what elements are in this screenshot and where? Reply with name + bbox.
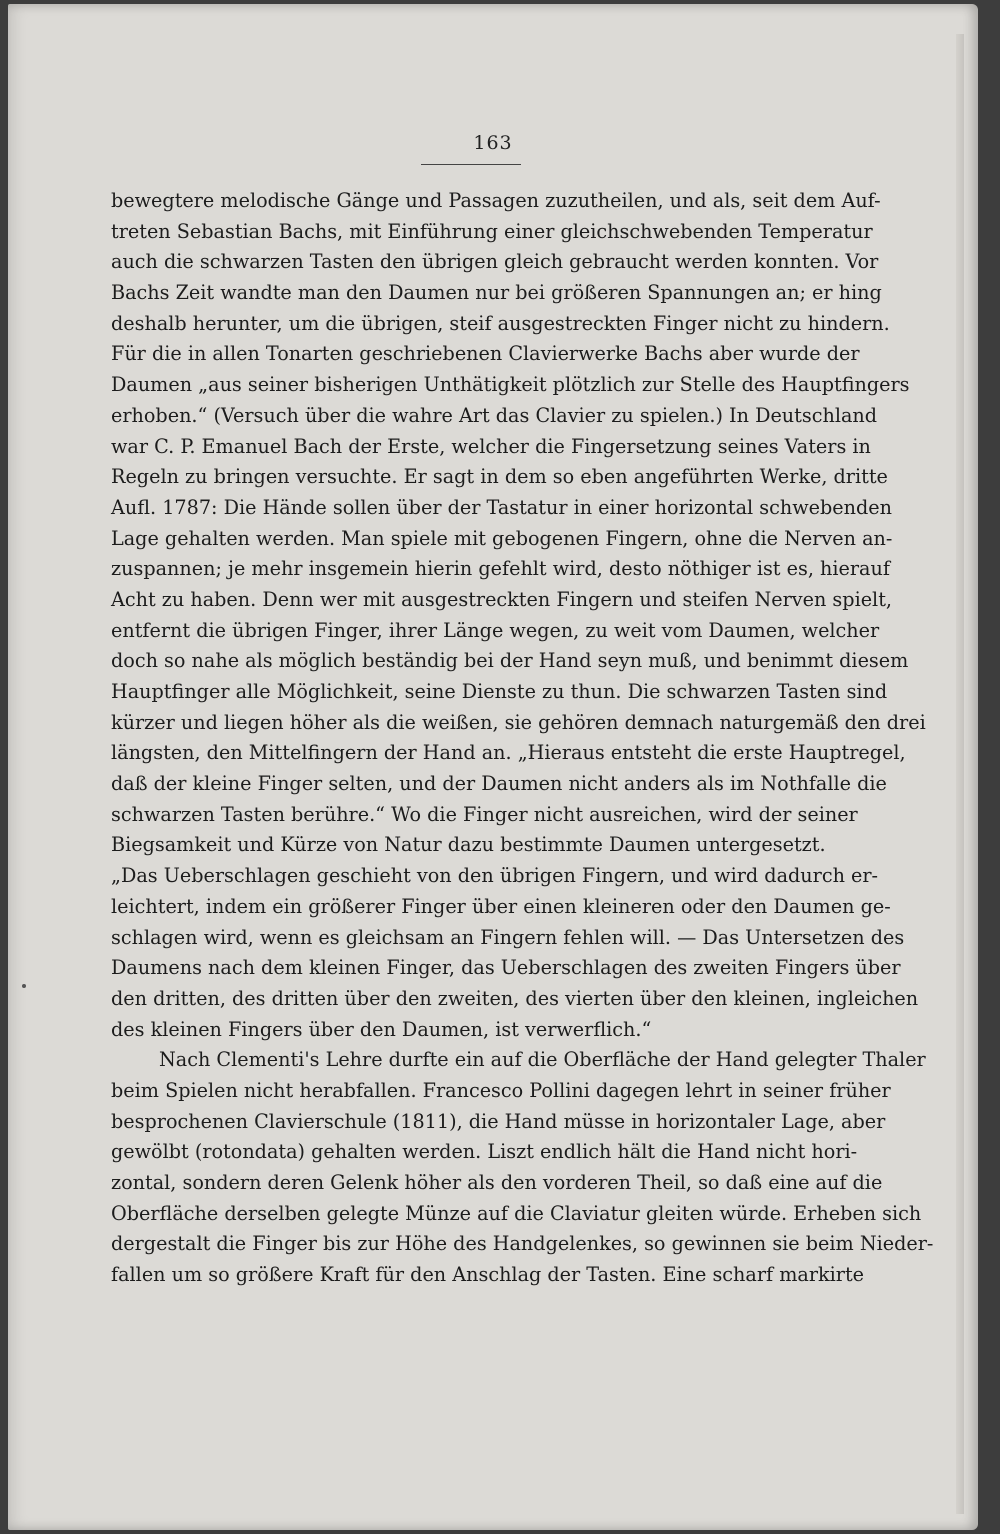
text-line: war C. P. Emanuel Bach der Erste, welcher die Fingersetzung seines Vaters in <box>111 434 871 458</box>
text-line: längsten, den Mittelfingern der Hand an. „Hieraus entsteht die erste Hauptregel, <box>111 741 906 765</box>
page-number-rule <box>421 164 521 165</box>
text-line: bewegtere melodische Gänge und Passagen zuzutheilen, und als, seit dem Auf- <box>111 189 881 212</box>
text-line: des kleinen Fingers über den Daumen, ist verwerflich.“ <box>111 1017 652 1041</box>
text-line: fallen um so größere Kraft für den Anschlag der Tasten. Eine scharf markirte <box>111 1263 865 1287</box>
page-number: 163 <box>473 132 513 154</box>
text-line: Regeln zu bringen versuchte. Er sagt in dem so eben angeführten Werke, dritte <box>111 465 888 489</box>
paragraph-start-line: Nach Clementi's Lehre durfte ein auf die Oberfläche der Hand gelegter Thaler <box>159 1048 926 1072</box>
text-line: Hauptfinger alle Möglichkeit, seine Dienste zu thun. Die schwarzen Tasten sind <box>111 680 888 703</box>
text-line: dergestalt die Finger bis zur Höhe des Handgelenkes, so gewinnen sie beim Nieder- <box>111 1232 934 1256</box>
text-line: Für die in allen Tonarten geschriebenen Clavierwerke Bachs aber wurde der <box>111 342 860 366</box>
text-line: auch die schwarzen Tasten den übrigen gleich gebraucht werden konnten. Vor <box>111 250 879 274</box>
text-line: treten Sebastian Bachs, mit Einführung einer gleichschwebenden Temperatur <box>111 219 873 243</box>
margin-mark <box>22 984 26 988</box>
text-line: schwarzen Tasten berühre.“ Wo die Finger nicht ausreichen, wird der seiner <box>111 802 858 826</box>
body-text <box>111 186 934 1291</box>
text-line: schlagen wird, wenn es gleichsam an Fingern fehlen will. — Das Untersetzen des <box>111 925 905 949</box>
text-line: gewölbt (rotondata) gehalten werden. Liszt endlich hält die Hand nicht hori- <box>111 1140 858 1164</box>
text-line: daß der kleine Finger selten, und der Daumen nicht anders als im Nothfalle die <box>111 772 887 796</box>
text-line: Biegsamkeit und Kürze von Natur dazu bestimmte Daumen untergesetzt. <box>111 833 826 857</box>
text-line: „Das Ueberschlagen geschieht von den übrigen Fingern, und wird dadurch er- <box>111 864 879 888</box>
text-line: Lage gehalten werden. Man spiele mit gebogenen Fingern, ohne die Nerven an- <box>111 526 893 550</box>
text-line: beim Spielen nicht herabfallen. Francesco Pollini dagegen lehrt in seiner früher <box>111 1078 891 1102</box>
text-line: Oberfläche derselben gelegte Münze auf die Claviatur gleiten würde. Erheben sich <box>111 1201 922 1225</box>
text-line: deshalb herunter, um die übrigen, steif ausgestreckten Finger nicht zu hindern. <box>111 311 890 335</box>
text-line: Daumens nach dem kleinen Finger, das Ueberschlagen des zweiten Fingers über <box>111 956 901 980</box>
text-line: Acht zu haben. Denn wer mit ausgestreckten Fingern und steifen Nerven spielt, <box>111 587 893 611</box>
text-line: Aufl. 1787: Die Hände sollen über der Tastatur in einer horizontal schwebenden <box>111 495 892 519</box>
page-edge-shadow <box>956 34 964 1514</box>
text-line: erhoben.“ (Versuch über die wahre Art das Clavier zu spielen.) In Deutschland <box>111 403 878 427</box>
text-line: den dritten, des dritten über den zweiten, des vierten über den kleinen, ingleichen <box>111 986 919 1010</box>
text-line: Daumen „aus seiner bisherigen Unthätigkeit plötzlich zur Stelle des Hauptfingers <box>111 373 910 397</box>
text-line: Bachs Zeit wandte man den Daumen nur bei größeren Spannungen an; er hing <box>111 281 882 305</box>
text-line: leichtert, indem ein größerer Finger über einen kleineren oder den Daumen ge- <box>111 894 891 918</box>
book-page <box>8 4 978 1530</box>
text-line: besprochenen Clavierschule (1811), die Hand müsse in horizontaler Lage, aber <box>111 1109 886 1133</box>
text-line: zuspannen; je mehr insgemein hierin gefehlt wird, desto nöthiger ist es, hierauf <box>111 557 890 581</box>
text-line: entfernt die übrigen Finger, ihrer Länge wegen, zu weit vom Daumen, welcher <box>111 618 880 642</box>
text-line: doch so nahe als möglich beständig bei der Hand seyn muß, und benimmt diesem <box>111 649 909 673</box>
text-line: kürzer und liegen höher als die weißen, sie gehören demnach naturgemäß den drei <box>111 710 926 734</box>
text-line: zontal, sondern deren Gelenk höher als den vorderen Theil, so daß eine auf die <box>111 1171 883 1194</box>
